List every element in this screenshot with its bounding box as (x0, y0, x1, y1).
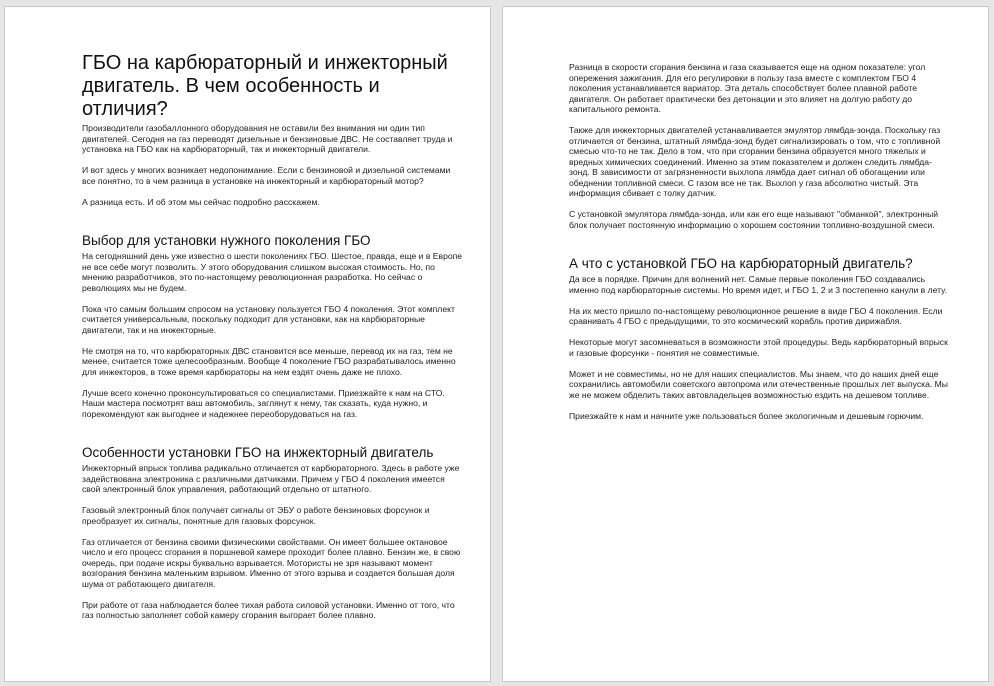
document-page-1 (4, 6, 491, 682)
paragraph-spacer (569, 400, 949, 411)
body-paragraph: Производители газобаллонного оборудования не оставили без внимания ни один тип двигателей. Сегодня на газ переводят дизельные и бензиновые ДВС. Не составляет труда и установка на ГБО как на карбюраторный, так и инжекторный двигатели. (82, 123, 453, 154)
document-title: ГБО на карбюраторный и инжекторный двигатель. В чем особенность и отличия? (82, 52, 448, 120)
page-1-content (82, 52, 464, 621)
body-paragraph: С установкой эмулятора лямбда-зонда, или как его еще называют "обманкой", электронный блок получает постоянную информацию о хорошем состоянии топливно-воздушной смеси. (569, 209, 939, 230)
body-paragraph: Также для инжекторных двигателей устанавливается эмулятор лямбда-зонда. Поскольку газ отличается от бензина, штатный лямбда-зонд будет сигнализировать о том, что с топливной смесью что-то не так. Дело в том, что при сгорании бензина образуется много тяжелых и вредных химических соединений. Именно за этим показателем и должен следить лямбда-зонд. В зависимости от загрязненности выхлопа лямбда дает сигнал об обогащении или обеднении топливной смеси. С газом все не так. Выхлоп у газа абсолютно чистый. Эта информация сбивает с толку датчик. (569, 125, 941, 198)
body-paragraph: Может и не совместимы, но не для наших специалистов. Мы знаем, что до наших дней еще сохранились автомобили советского автопрома или отечественные прошлых лет выпуска. Мы же не можем обделить таких автовладельцев возможностью ездить на дешевом топливе. (569, 368, 948, 400)
paragraph-spacer (82, 207, 464, 233)
page-2-content (569, 62, 949, 421)
body-paragraph: Пока что самым большим спросом на установку пользуется ГБО 4 поколения. Этот комплект считается универсальным, поскольку подходит для установки, как на карбюраторные двигатели, так и на инжекторные. (82, 303, 455, 335)
paragraph-spacer (569, 230, 949, 256)
body-paragraph: Газ отличается от бензина своими физическими свойствами. Он имеет большее октановое число и его процесс сгорания в поршневой камере проходит более плавно. Бензин же, в свою очередь, при подаче искры буквально взрывается. Мотористы не зря называют момент возгорания бензина маленьким взрывом. Именно от этого взрыва и создается большая доля шума от работающего двигателя. (82, 536, 461, 589)
paragraph-spacer (82, 526, 464, 537)
section-heading: Особенности установки ГБО на инжекторный двигатель (82, 445, 434, 460)
paragraph-spacer (82, 495, 464, 506)
body-paragraph: На сегодняшний день уже известно о шести поколениях ГБО. Шестое, правда, еще и в Европе не все себе могут позволить. У этого оборудования слишком высокая стоимость. Но, по мнению разработчиков, это по-настоящему революционная разработка. Но сейчас о революциях мы не будем. (82, 251, 463, 293)
paragraph-spacer (82, 589, 464, 600)
section-heading: Выбор для установки нужного поколения ГБО (82, 233, 371, 248)
body-paragraph: А разница есть. И об этом мы сейчас подробно расскажем. (82, 196, 320, 207)
paragraph-spacer (569, 358, 949, 369)
body-paragraph: Разница в скорости сгорания бензина и газа сказывается еще на одном показателе: угол опережения зажигания. Для его регулировки в пользу газа вместе с комплектом ГБО 4 поколения устанавливается вариатор. Эта деталь способствует более плавной работе двигателя. Он работает практически без детонации и это влияет на долгую работу до капитального ремонта. (569, 62, 926, 114)
section-heading: А что с установкой ГБО на карбюраторный двигатель? (569, 256, 913, 271)
body-paragraph: На их место пришло по-настоящему революционное решение в виде ГБО 4 поколения. Если сравнивать 4 ГБО с предыдущими, то это космический корабль против дирижабля. (569, 305, 943, 326)
paragraph-spacer (82, 419, 464, 445)
paragraph-spacer (569, 295, 949, 306)
paragraph-spacer (82, 335, 464, 346)
paragraph-spacer (82, 377, 464, 388)
paragraph-spacer (569, 199, 949, 210)
document-page-2 (502, 6, 989, 682)
body-paragraph: Газовый электронный блок получает сигналы от ЭБУ о работе бензиновых форсунок и преобразует их сигналы, понятные для газовых форсунок. (82, 505, 430, 526)
body-paragraph: Приезжайте к нам и начните уже пользоваться более экологичным и дешевым горючим. (569, 410, 924, 421)
body-paragraph: Не смотря на то, что карбюраторных ДВС становится все меньше, перевод их на газ, тем не менее, считается тоже целесообразным. Вообще 4 поколение ГБО разрабатывалось именно для инжекторов, в тоже время карбюраторы на нем ездят очень даже не плохо. (82, 345, 456, 377)
paragraph-spacer (569, 115, 949, 126)
body-paragraph: Лучше всего конечно проконсультироваться со специалистами. Приезжайте к нам на СТО. Наши мастера посмотрят ваш автомобиль, заглянут к нему, так сказать, куда нужно, и порекомендуют как выгоднее и надежнее переоборудоваться на газ. (82, 387, 445, 419)
body-paragraph: Да все в порядке. Причин для волнений нет. Самые первые поколения ГБО создавались именно под карбюраторные системы. Но время идет, и ГБО 1, 2 и 3 постепенно канули в лету. (569, 274, 947, 295)
body-paragraph: Инжекторный впрыск топлива радикально отличается от карбюраторного. Здесь в работе уже задействована электроника с различными датчиками. Причем у ГБО 4 поколения имеется свой электронный блок управления, работающий отдельно от штатного. (82, 463, 460, 494)
paragraph-spacer (82, 186, 464, 197)
paragraph-spacer (82, 155, 464, 166)
paragraph-spacer (569, 327, 949, 338)
body-paragraph: При работе от газа наблюдается более тихая работа силовой установки. Именно от того, что газ полностью заполняет собой камеру сгорания выгорает более плавно. (82, 599, 455, 620)
body-paragraph: И вот здесь у многих возникает недопонимание. Если с бензиновой и дизельной системами все понятно, то в чем разница в установке на инжекторный и карбюраторный мотор? (82, 165, 451, 186)
body-paragraph: Некоторые могут засомневаться в возможности этой процедуры. Ведь карбюраторный впрыск и газовые форсунки - понятия не совместимые. (569, 337, 948, 358)
paragraph-spacer (82, 293, 464, 304)
